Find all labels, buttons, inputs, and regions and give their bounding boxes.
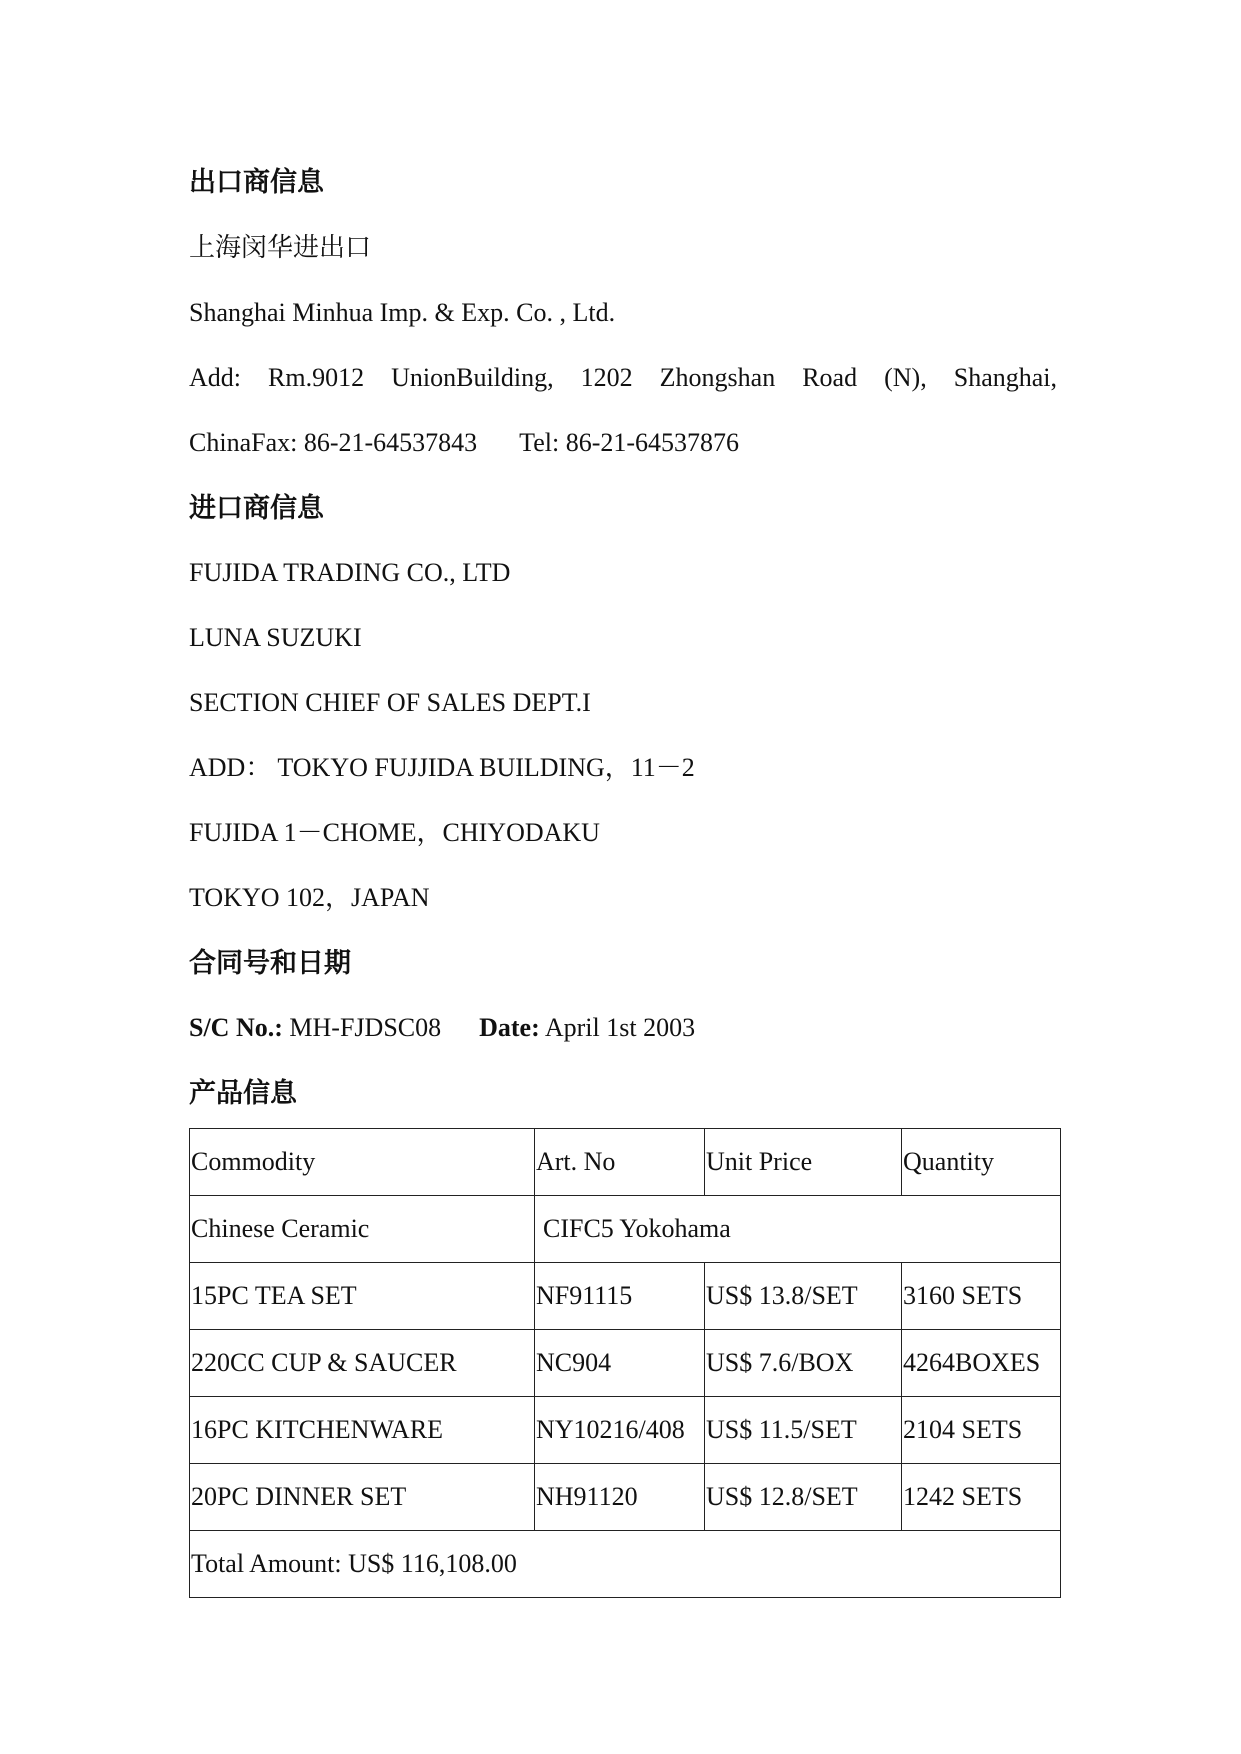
exporter-heading: 出口商信息 — [189, 167, 324, 197]
date-value: April 1st 2003 — [544, 1013, 696, 1042]
products-table — [189, 1128, 1061, 1598]
art-no-cell: NY10216/408 — [535, 1397, 705, 1464]
unit-price-cell: US$ 11.5/SET — [705, 1397, 902, 1464]
importer-company: FUJIDA TRADING CO., LTD — [189, 558, 511, 587]
table-row — [190, 1330, 1061, 1397]
table-row — [190, 1263, 1061, 1330]
importer-title: SECTION CHIEF OF SALES DEPT.I — [189, 688, 591, 717]
table-row — [190, 1464, 1061, 1531]
importer-contact: LUNA SUZUKI — [189, 623, 362, 652]
column-header-unit-price: Unit Price — [705, 1129, 902, 1196]
total-amount-cell: Total Amount: US$ 116,108.00 — [190, 1531, 1061, 1598]
quantity-cell: 1242 SETS — [902, 1464, 1061, 1531]
exporter-contact-line — [189, 426, 739, 460]
commodity-cell: 15PC TEA SET — [190, 1263, 535, 1330]
exporter-fax: ChinaFax: 86-21-64537843 — [189, 428, 478, 457]
art-no-cell: NF91115 — [535, 1263, 705, 1330]
exporter-name-cn: 上海闵华进出口 — [189, 233, 372, 262]
column-header-commodity: Commodity — [190, 1129, 535, 1196]
importer-address-3: TOKYO 102，JAPAN — [189, 883, 430, 912]
column-header-quantity: Quantity — [902, 1129, 1061, 1196]
quantity-cell: 3160 SETS — [902, 1263, 1061, 1330]
exporter-name-en: Shanghai Minhua Imp. & Exp. Co. , Ltd. — [189, 298, 616, 327]
importer-address-2: FUJIDA 1－CHOME，CHIYODAKU — [189, 818, 600, 847]
sc-value: MH-FJDSC08 — [289, 1013, 442, 1042]
sc-label: S/C No.: — [189, 1013, 283, 1042]
quantity-cell: 4264BOXES — [902, 1330, 1061, 1397]
category-cell: Chinese Ceramic — [190, 1196, 535, 1263]
exporter-address: Add: Rm.9012 UnionBuilding, 1202 Zhongshan Road (N), Shanghai, — [189, 363, 1057, 392]
art-no-cell: NH91120 — [535, 1464, 705, 1531]
date-label: Date: — [479, 1013, 540, 1042]
unit-price-cell: US$ 7.6/BOX — [705, 1330, 902, 1397]
terms-cell: CIFC5 Yokohama — [535, 1196, 1061, 1263]
table-total-row — [190, 1531, 1061, 1598]
commodity-cell: 220CC CUP & SAUCER — [190, 1330, 535, 1397]
table-category-row — [190, 1196, 1061, 1263]
unit-price-cell: US$ 12.8/SET — [705, 1464, 902, 1531]
exporter-tel: Tel: 86-21-64537876 — [519, 428, 740, 457]
table-header-row — [190, 1129, 1061, 1196]
column-header-art-no: Art. No — [535, 1129, 705, 1196]
importer-heading: 进口商信息 — [189, 493, 324, 523]
commodity-cell: 20PC DINNER SET — [190, 1464, 535, 1531]
contract-info-line — [189, 1011, 695, 1045]
importer-address-1: ADD： TOKYO FUJJIDA BUILDING，11－2 — [189, 753, 695, 782]
unit-price-cell: US$ 13.8/SET — [705, 1263, 902, 1330]
quantity-cell: 2104 SETS — [902, 1397, 1061, 1464]
products-heading: 产品信息 — [189, 1078, 297, 1108]
table-row — [190, 1397, 1061, 1464]
art-no-cell: NC904 — [535, 1330, 705, 1397]
contract-heading: 合同号和日期 — [189, 948, 351, 978]
commodity-cell: 16PC KITCHENWARE — [190, 1397, 535, 1464]
